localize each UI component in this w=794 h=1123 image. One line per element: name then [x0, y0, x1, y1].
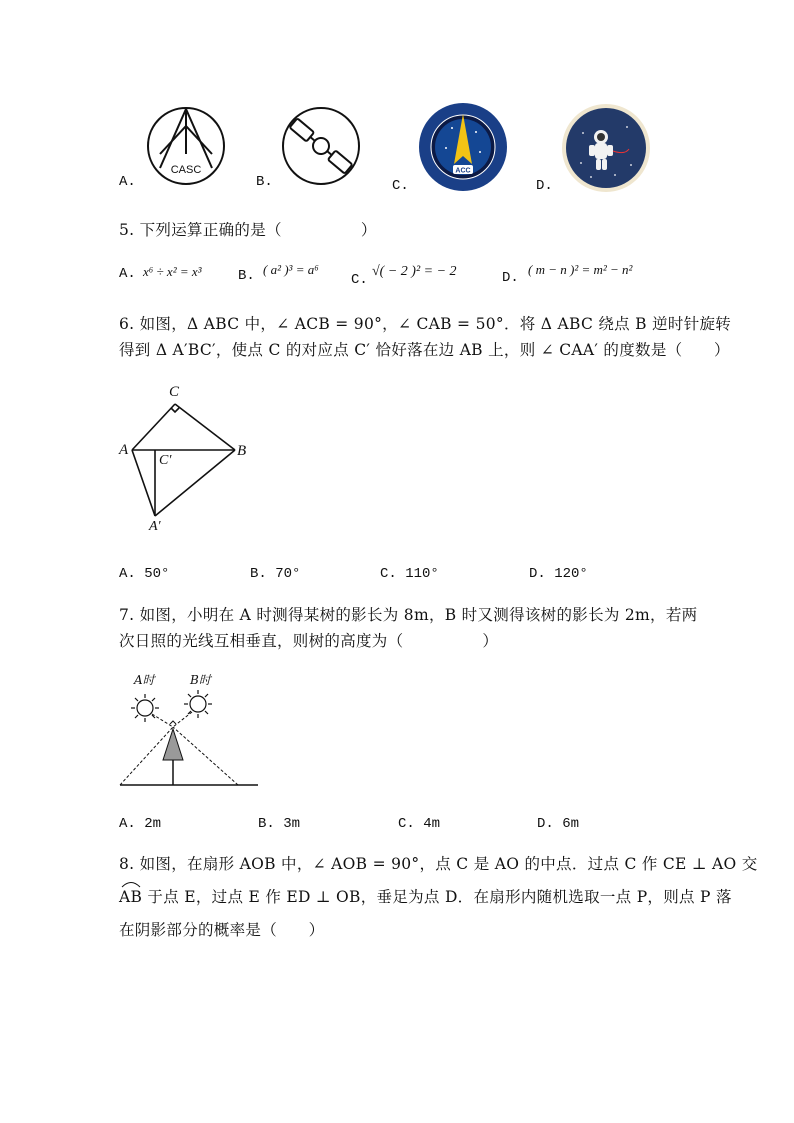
q6-option-d: D. 120°: [529, 566, 588, 582]
label-b: B: [237, 443, 247, 459]
segment-cb: [175, 404, 235, 450]
satellite-logo: [281, 106, 361, 186]
segment-aa1: [132, 450, 155, 516]
label-a-prime: A′: [149, 519, 161, 534]
q5-option-c-expr: √( − 2 )² = − 2: [372, 264, 457, 279]
q5-option-d-expr: ( m − n )² = m² − n²: [528, 262, 633, 277]
label-c: C: [169, 384, 180, 400]
q5-option-d-label: D.: [502, 270, 519, 286]
q4-option-b-label: B.: [256, 174, 273, 190]
q6-figure: [117, 380, 257, 534]
right-angle-c: [171, 408, 179, 412]
q6-option-c: C. 110°: [380, 566, 439, 582]
q5-option-c-label: C.: [351, 272, 368, 288]
right-angle-mark: [170, 721, 176, 724]
q7-line1: 7. 如图，小明在 A 时测得某树的影长为 8m，B 时又测得该树的影长为 2m，若两: [119, 606, 698, 624]
sun-a-icon: [131, 694, 159, 722]
q8-line1: 8. 如图，在扇形 AOB 中，∠ AOB = 90°，点 C 是 AO 的中点．过点 C 作 CE ⊥ AO 交: [119, 855, 758, 873]
q7-line2: 次日照的光线互相垂直，则树的高度为（ ）: [119, 632, 499, 650]
q4-option-a-label: A.: [119, 174, 136, 190]
q5-option-a-label: A.: [119, 266, 136, 282]
q6-line2: 得到 Δ A′BC′，使点 C 的对应点 C′ 恰好落在边 AB 上，则 ∠ CAA′ 的度数是（ ）: [119, 341, 730, 359]
q6-option-a: A. 50°: [119, 566, 170, 582]
q5-option-b-label: B.: [238, 268, 255, 284]
ray-b-upper: [173, 712, 192, 727]
acc-logo: [418, 102, 508, 192]
label-a: A: [119, 442, 129, 458]
q7-figure: [118, 670, 263, 795]
q8-line2: AB 于点 E，过点 E 作 ED ⊥ OB，垂足为点 D．在扇形内随机选取一点 P，则点 P 落: [119, 888, 732, 906]
q7-option-c: C. 4m: [398, 816, 441, 832]
astronaut-logo: [561, 103, 651, 193]
label-a-time: A时: [134, 673, 155, 687]
q6-option-b: B. 70°: [250, 566, 301, 582]
sun-b-icon: [184, 690, 212, 718]
q5-stem: 5. 下列运算正确的是（ ）: [119, 221, 377, 239]
q4-option-d-label: D.: [536, 178, 553, 194]
q7-option-d: D. 6m: [537, 816, 580, 832]
q5-option-b-expr: ( a² )³ = a⁶: [263, 262, 319, 277]
acc-text: ACC: [455, 167, 471, 175]
segment-ac: [132, 404, 175, 450]
casc-logo: [146, 106, 226, 186]
q4-option-c-label: C.: [392, 178, 409, 194]
q5-option-a-expr: x⁶ ÷ x² = x³: [143, 264, 202, 279]
q7-option-a: A. 2m: [119, 816, 162, 832]
q6-line1: 6. 如图，Δ ABC 中，∠ ACB = 90°，∠ CAB = 50°．将 Δ ABC 绕点 B 逆时针旋转: [119, 315, 732, 333]
q8-line3: 在阴影部分的概率是（ ）: [119, 921, 325, 939]
ray-b: [173, 727, 238, 785]
q7-option-b: B. 3m: [258, 816, 301, 832]
ray-a-upper: [152, 714, 173, 727]
label-b-time: B时: [190, 673, 211, 687]
label-c-prime: C′: [159, 453, 172, 468]
casc-text: CASC: [170, 164, 202, 176]
